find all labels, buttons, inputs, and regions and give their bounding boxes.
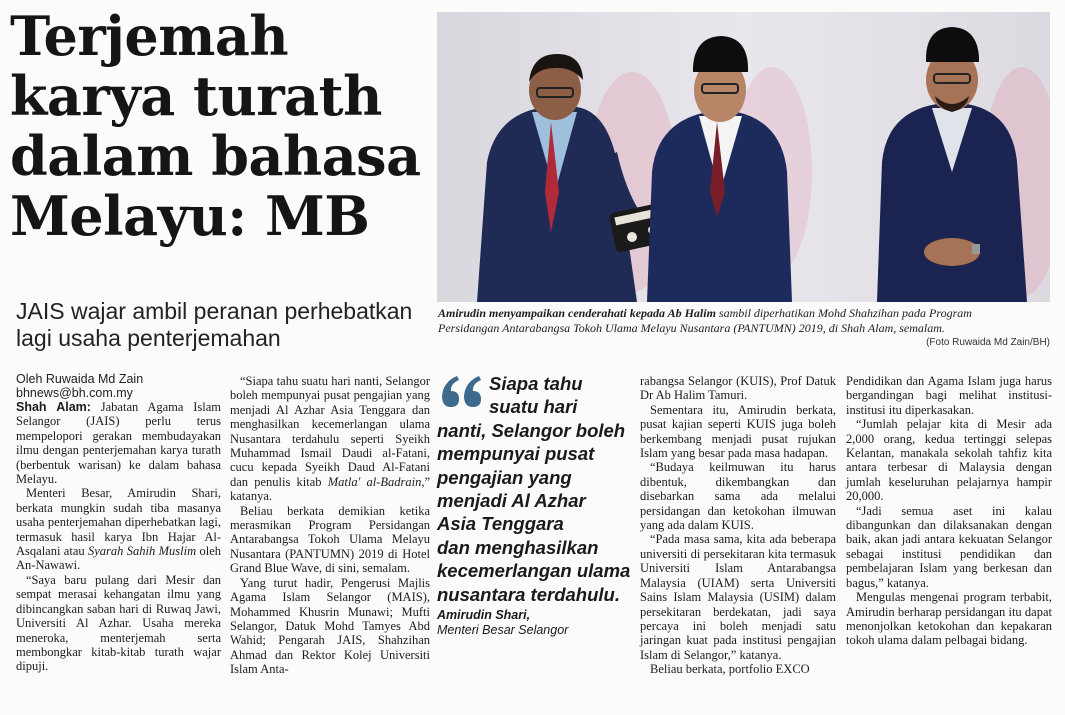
photo-caption: [438, 306, 1050, 336]
paragraph: Yang turut hadir, Pengerusi Majlis Agama Islam Selangor (MAIS), Mohammed Khusrin Munawi; Mufti Selangor, Datuk Mohd Tamyes Abd Wahid; Pengarah JAIS, Shahzihan Ahmad dan Rektor Kolej Universiti Islam Anta-: [230, 575, 430, 677]
byline: [16, 372, 221, 400]
pull-quote-line: pengajian yang: [437, 466, 572, 488]
paragraph: Pendidikan dan Agama Islam juga harus bergandingan bagi melihat institusi-institusi itu diperkasakan.: [846, 374, 1052, 417]
article-column-2: [230, 374, 430, 677]
article-column-5: [846, 374, 1052, 648]
paragraph: Sementara itu, Amirudin berkata, pusat kajian seperti KUIS juga boleh berkembang menjadi pusat rujukan Islam yang besar pada masa hadapan.: [640, 402, 836, 461]
paragraph: rabangsa Selangor (KUIS), Prof Datuk Dr Ab Halim Tamuri.: [640, 374, 836, 403]
paragraph-text: Menteri Besar, Amirudin Shari, berkata mungkin sudah tiba masanya usaha penterjemahan diperhebatkan lagi, termasuk hasil karya Ibn Hajar Al-Asqalani atau: [16, 486, 221, 559]
caption-rest: sambil diperhatikan Mohd Shahzihan pada Program: [715, 306, 972, 320]
pull-quote-line: Siapa tahu: [489, 373, 583, 394]
book-title: Syarah Sahih Muslim: [87, 544, 197, 559]
headline-line: Terjemah: [10, 4, 289, 68]
paragraph: [230, 374, 430, 504]
subhead-line: lagi usaha penterjemahan: [16, 325, 281, 351]
paragraph: Mengulas mengenai program terbabit, Amirudin berharap persidangan itu dapat menonjolkan ketokohan dan kepakaran tokoh ulama dalam pelbagai bidang.: [846, 590, 1052, 648]
pull-quote-line: nanti, Selangor boleh: [437, 419, 626, 441]
pull-quote-line: dan menghasilkan: [437, 536, 599, 558]
paragraph-text: ,” katanya.: [230, 474, 431, 504]
article-column-1: [16, 400, 221, 674]
byline-email: bhnews@bh.com.my: [16, 386, 133, 400]
subheadline: [16, 298, 431, 352]
paragraph: “Jadi semua aset ini kalau dibangunkan dan dilaksanakan dengan baik, akan jadi antara kekuatan Selangor sebagai institusi pendidikan dan pembelajaran Islam yang berkesan dan bagus,” katanya.: [846, 503, 1052, 590]
paragraph-text: “Siapa tahu suatu hari nanti, Selangor boleh mempunyai pusat pengajian yang menjadi Al Azhar Asia Tenggara dan menghasilkan kecemerlangan ulama Nusantara terdahulu seperti Syeikh Muhammad Ismail Daudi al-Fatani, cucu kepada Syeikh Daud Al-Fatani dan penulis kitab: [230, 374, 430, 489]
pull-quote: [437, 372, 633, 702]
byline-author: Oleh Ruwaida Md Zain: [16, 372, 144, 386]
paragraph: “Jumlah pelajar kita di Mesir ada 2,000 orang, kedua tertinggi selepas Kelantan, manakala sekolah tahfiz kita antara terbesar di Malaysia dengan jumlah keseluruhan pelajarnya hampir 20,000.: [846, 417, 1052, 504]
paragraph: “Pada masa sama, kita ada beberapa universiti di persekitaran kita termasuk Universiti Islam Antarabangsa Malaysia (UIAM) serta Universiti Sains Islam Malaysia (USIM) dalam persekitaran berdekatan, jadi saya percaya ini boleh menjadi satu jaringan kuat pada institusi pengajian Islam di Selangor,” katanya.: [640, 532, 836, 662]
book-title: Matla' al-Badrain: [327, 474, 422, 489]
subhead-line: JAIS wajar ambil peranan perhebatkan: [16, 298, 413, 324]
dateline: Shah Alam:: [16, 400, 91, 414]
headline-line: karya turath: [10, 64, 382, 128]
caption-line-1: [438, 306, 1050, 321]
caption-line-2: Persidangan Antarabangsa Tokoh Ulama Melayu Nusantara (PANTUMN) 2019, di Shah Alam, semalam.: [438, 321, 945, 335]
photo-credit: (Foto Ruwaida Md Zain/BH): [926, 337, 1050, 348]
pull-quote-line: menjadi Al Azhar: [437, 490, 586, 512]
paragraph: “Saya baru pulang dari Mesir dan sempat merasai kehangatan ilmu yang dibincangkan saban hari di Ruwaq Jawi, Universiti Al Azhar. Usaha mereka meneroka, menterjemah serta membongkar kitab-kitab turath wajar dipuji.: [16, 572, 221, 674]
pull-quote-line: suatu hari: [489, 396, 578, 418]
pull-quote-line: Asia Tenggara: [437, 513, 564, 535]
paragraph-text: Jabatan Agama Islam Selangor (JAIS) perlu terus mempelopori gerakan membudayakan ilmu dengan penterjemahan karya turath (berbentuk warisan) ke dalam bahasa Melayu.: [16, 400, 221, 487]
paragraph-text: oleh An-Nawawi.: [16, 544, 221, 573]
headline-line: Melayu: MB: [10, 184, 370, 248]
pull-quote-line: nusantara terdahulu.: [437, 583, 620, 605]
headline-line: dalam bahasa: [10, 124, 421, 188]
paragraph: Beliau berkata, portfolio EXCO: [650, 662, 810, 677]
news-photo: [437, 12, 1050, 302]
article-column-4: [640, 374, 836, 677]
pull-quote-author: Amirudin Shari,: [437, 608, 531, 622]
paragraph: “Budaya keilmuwan itu harus dibentuk, dikembangkan dan disebarkan sama ada melalui persidangan dan ketokohan ilmuwan yang ada dalam KUIS.: [640, 460, 836, 533]
caption-bold: Amirudin menyampaikan cenderahati kepada Ab Halim: [438, 306, 716, 320]
pull-quote-attribution: [437, 608, 633, 638]
photo-illustration: [437, 12, 1050, 302]
pull-quote-line: mempunyai pusat: [437, 443, 595, 465]
paragraph: Beliau berkata demikian ketika merasmikan Program Persidangan Antarabangsa Tokoh Ulama Melayu Nusantara (PANTUMN) 2019 di Hotel Grand Blue Wave, di sini, semalam.: [230, 503, 430, 576]
pull-quote-line: kecemerlangan ulama: [437, 560, 631, 582]
paragraph: [16, 400, 221, 486]
pull-quote-role: Menteri Besar Selangor: [437, 623, 569, 637]
headline: [10, 6, 430, 246]
pull-quote-text: [437, 372, 633, 606]
paragraph: [16, 486, 221, 572]
